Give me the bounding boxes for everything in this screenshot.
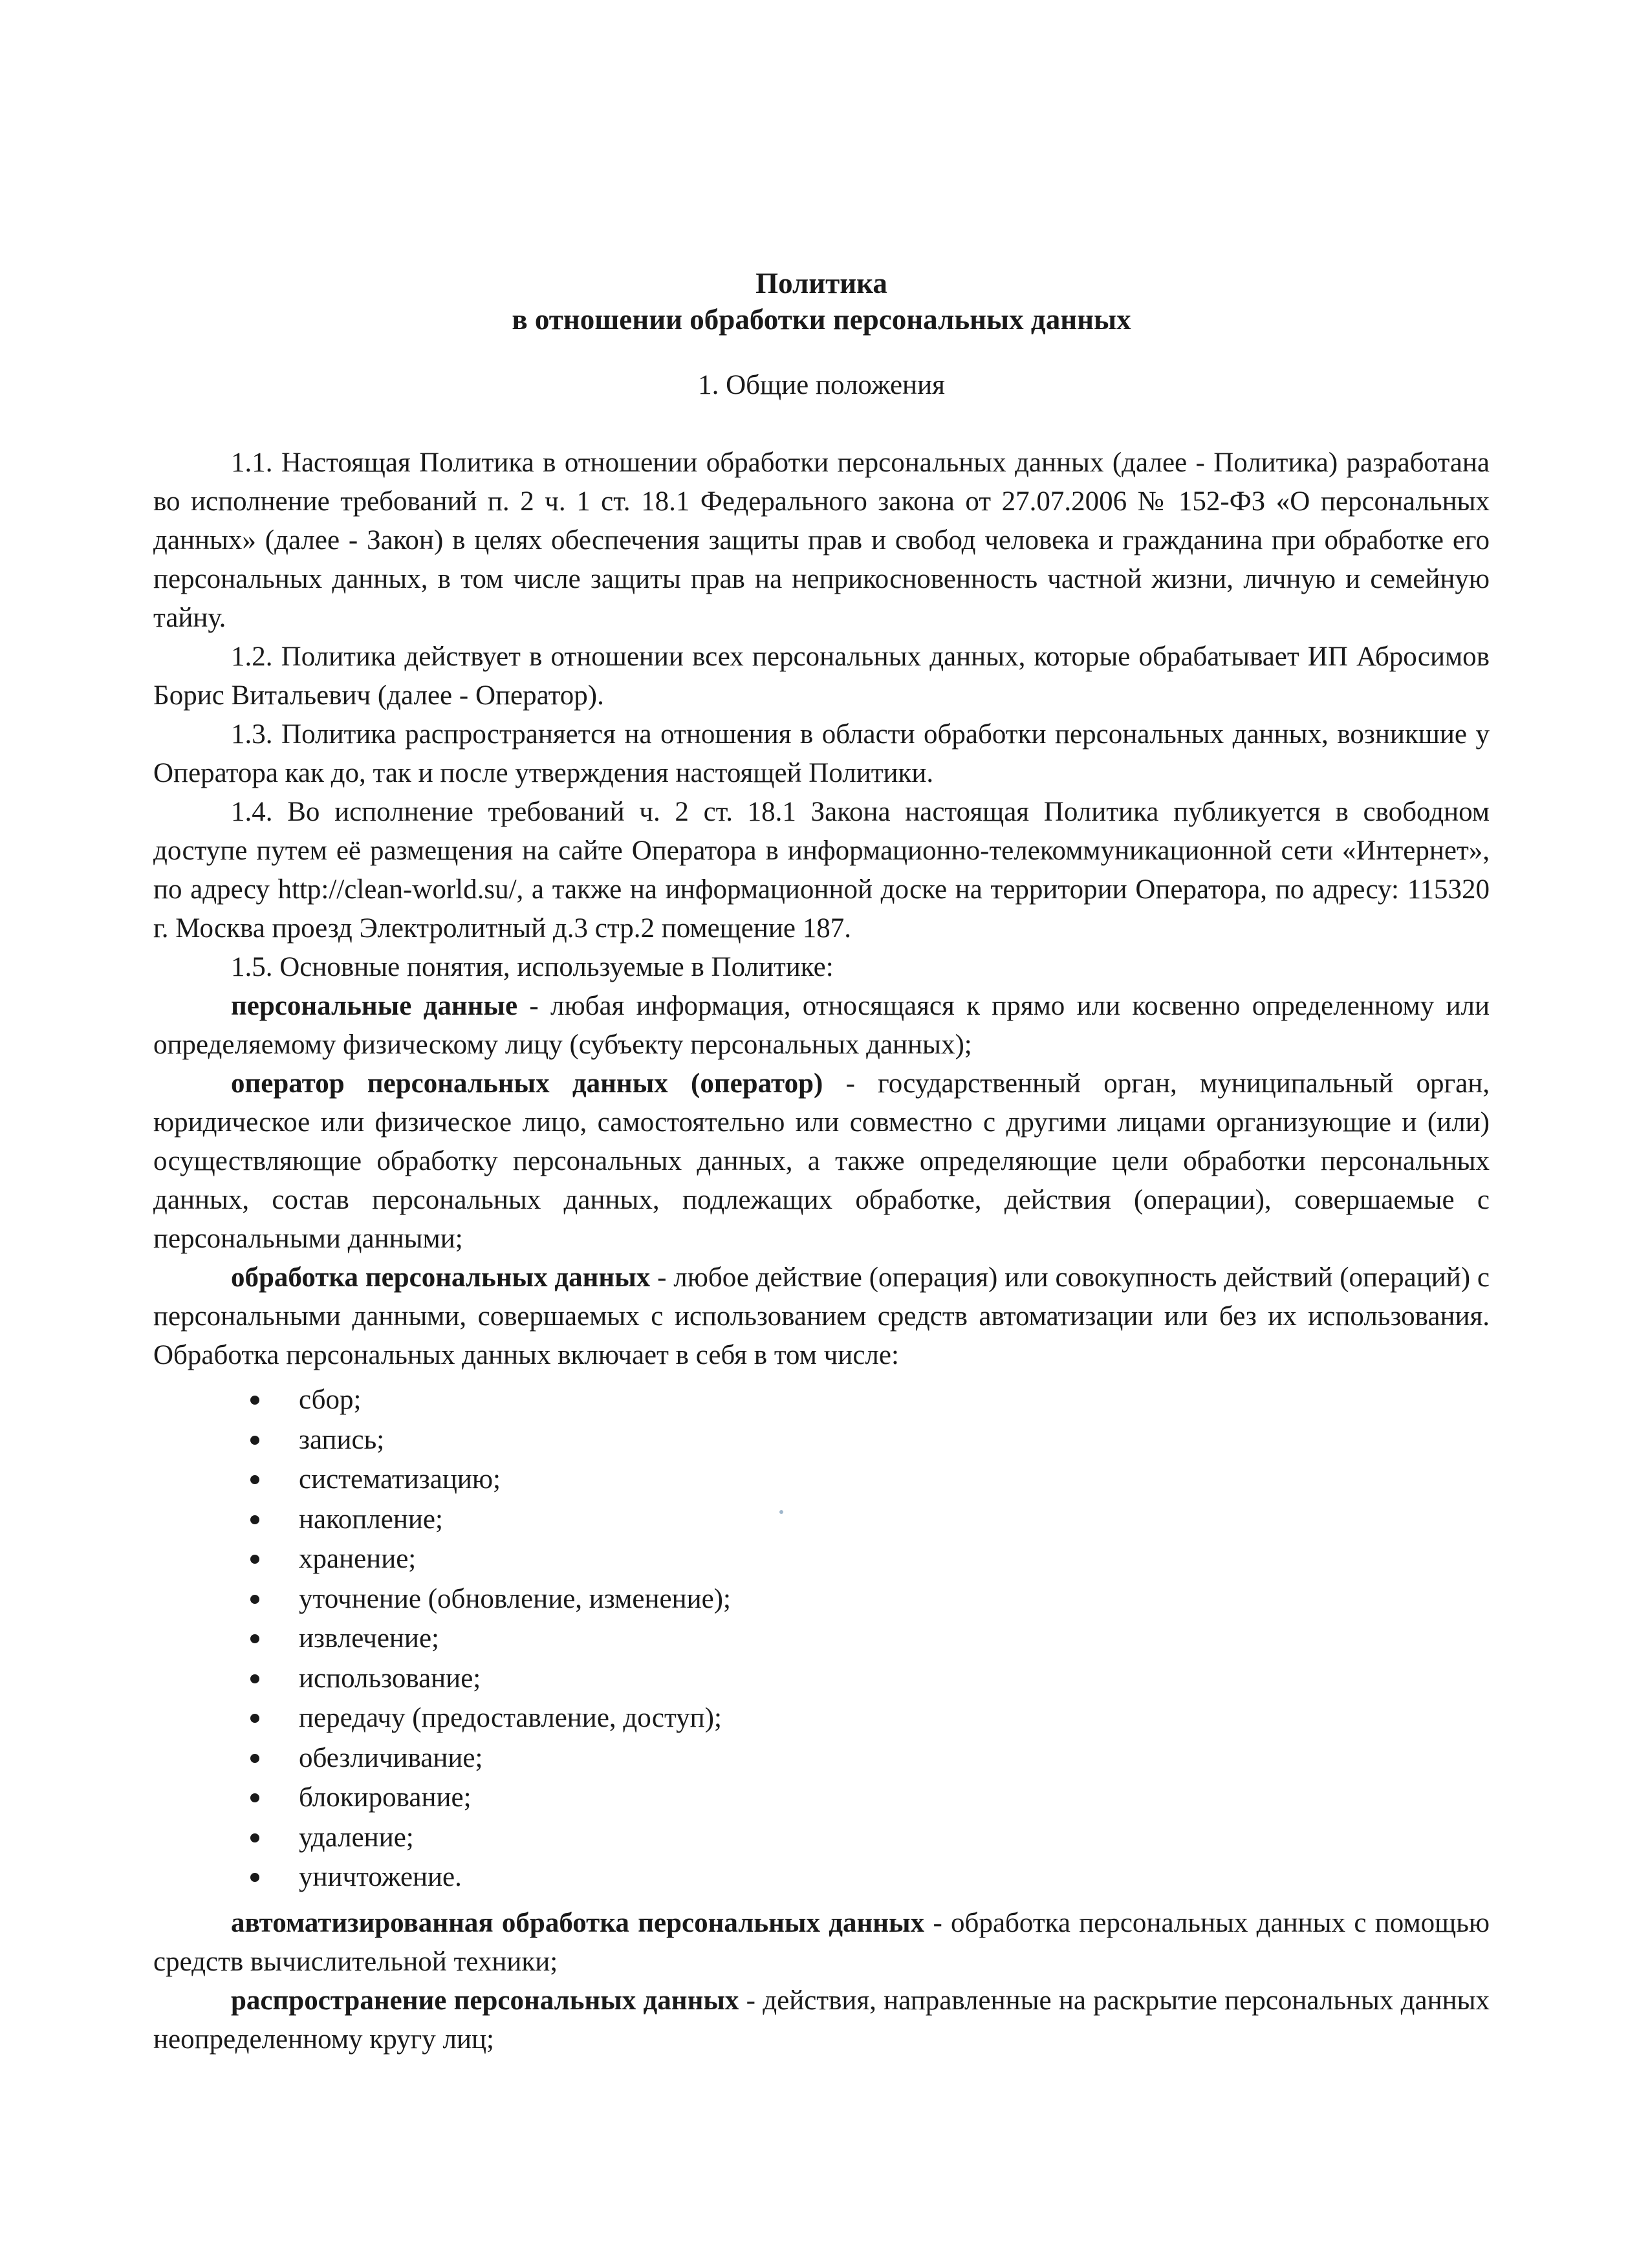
list-item: извлечение; (250, 1619, 1490, 1659)
list-item: уничтожение. (250, 1857, 1490, 1897)
definition-automated-processing (153, 1904, 1490, 1982)
paragraph-1-1: 1.1. Настоящая Политика в отношении обработки персональных данных (далее - Политика) разработана во исполнение требований п. 2 ч. 1 ст. 18.1 Федерального закона от 27.07.2006 № 152-ФЗ «О персональных данных» (далее - Закон) в целях обеспечения защиты прав и свобод человека и гражданина при обработке его персональных данных, в том числе защиты прав на неприкосновенность частной жизни, личную и семейную тайну. (153, 448, 1490, 633)
title-line-1: Политика (755, 267, 887, 299)
list-item: сбор; (250, 1380, 1490, 1420)
definition-term: обработка персональных данных (231, 1262, 651, 1293)
list-item: передачу (предоставление, доступ); (250, 1698, 1490, 1738)
definition-personal-data (153, 987, 1490, 1064)
definition-dissemination (153, 1982, 1490, 2059)
paragraph-1-4: 1.4. Во исполнение требований ч. 2 ст. 18.1 Закона настоящая Политика публикуется в свободном доступе путем её размещения на сайте Оператора в информационно-телекоммуникационной сети «Интернет», по адресу http://clean-world.su/, а также на информационной доске на территории Оператора, по адресу: 115320 г. Москва проезд Электролитный д.3 стр.2 помещение 187. (153, 797, 1490, 944)
paragraph-1-5: 1.5. Основные понятия, используемые в Политике: (231, 952, 834, 982)
definition-term: автоматизированная обработка персональных данных (231, 1907, 925, 1938)
definition-processing (153, 1258, 1490, 1375)
processing-operations-list (153, 1380, 1490, 1897)
list-item: удаление; (250, 1818, 1490, 1858)
list-item: хранение; (250, 1539, 1490, 1579)
list-item: использование; (250, 1659, 1490, 1699)
definition-text: - действия, направленные на раскрытие персональных данных неопределенному кругу лиц; (153, 1985, 1490, 2055)
scan-speck (779, 1510, 783, 1514)
list-item: уточнение (обновление, изменение); (250, 1579, 1490, 1619)
list-item: блокирование; (250, 1778, 1490, 1818)
definition-text: - государственный орган, муниципальный орган, юридическое или физическое лицо, самостоятельно или совместно с другими лицами организующие и (или) осуществляющие обработку персональных данных, а также определяющие цели обработки персональных данных, состав персональных данных, подлежащих обработке, действия (операции), совершаемые с персональными данными; (153, 1068, 1490, 1254)
section-heading: 1. Общие положения (698, 370, 945, 400)
document-page (153, 265, 1490, 2059)
definition-text: - любое действие (операция) или совокупность действий (операций) с персональными данными, совершаемых с использованием средств автоматизации или без их использования. Обработка персональных данных включает в себя в том числе: (153, 1262, 1490, 1370)
document-title (153, 265, 1490, 338)
list-item: систематизацию; (250, 1460, 1490, 1500)
paragraph-1-3: 1.3. Политика распространяется на отношения в области обработки персональных данных, возникшие у Оператора как до, так и после утверждения настоящей Политики. (153, 719, 1490, 788)
paragraph-1-2: 1.2. Политика действует в отношении всех персональных данных, которые обрабатывает ИП Абросимов Борис Витальевич (далее - Оператор). (153, 642, 1490, 711)
list-item: запись; (250, 1420, 1490, 1460)
definition-operator (153, 1064, 1490, 1258)
title-line-2: в отношении обработки персональных данных (512, 303, 1131, 336)
definition-term: распространение персональных данных (231, 1985, 739, 2016)
definition-term: персональные данные (231, 991, 518, 1021)
list-item: накопление; (250, 1500, 1490, 1540)
list-item: обезличивание; (250, 1738, 1490, 1778)
definition-text: - любая информация, относящаяся к прямо или косвенно определенному или определяемому физическому лицу (субъекту персональных данных); (153, 991, 1490, 1060)
definition-text: - обработка персональных данных с помощью средств вычислительной техники; (153, 1907, 1490, 1977)
definition-term: оператор персональных данных (оператор) (231, 1068, 823, 1099)
